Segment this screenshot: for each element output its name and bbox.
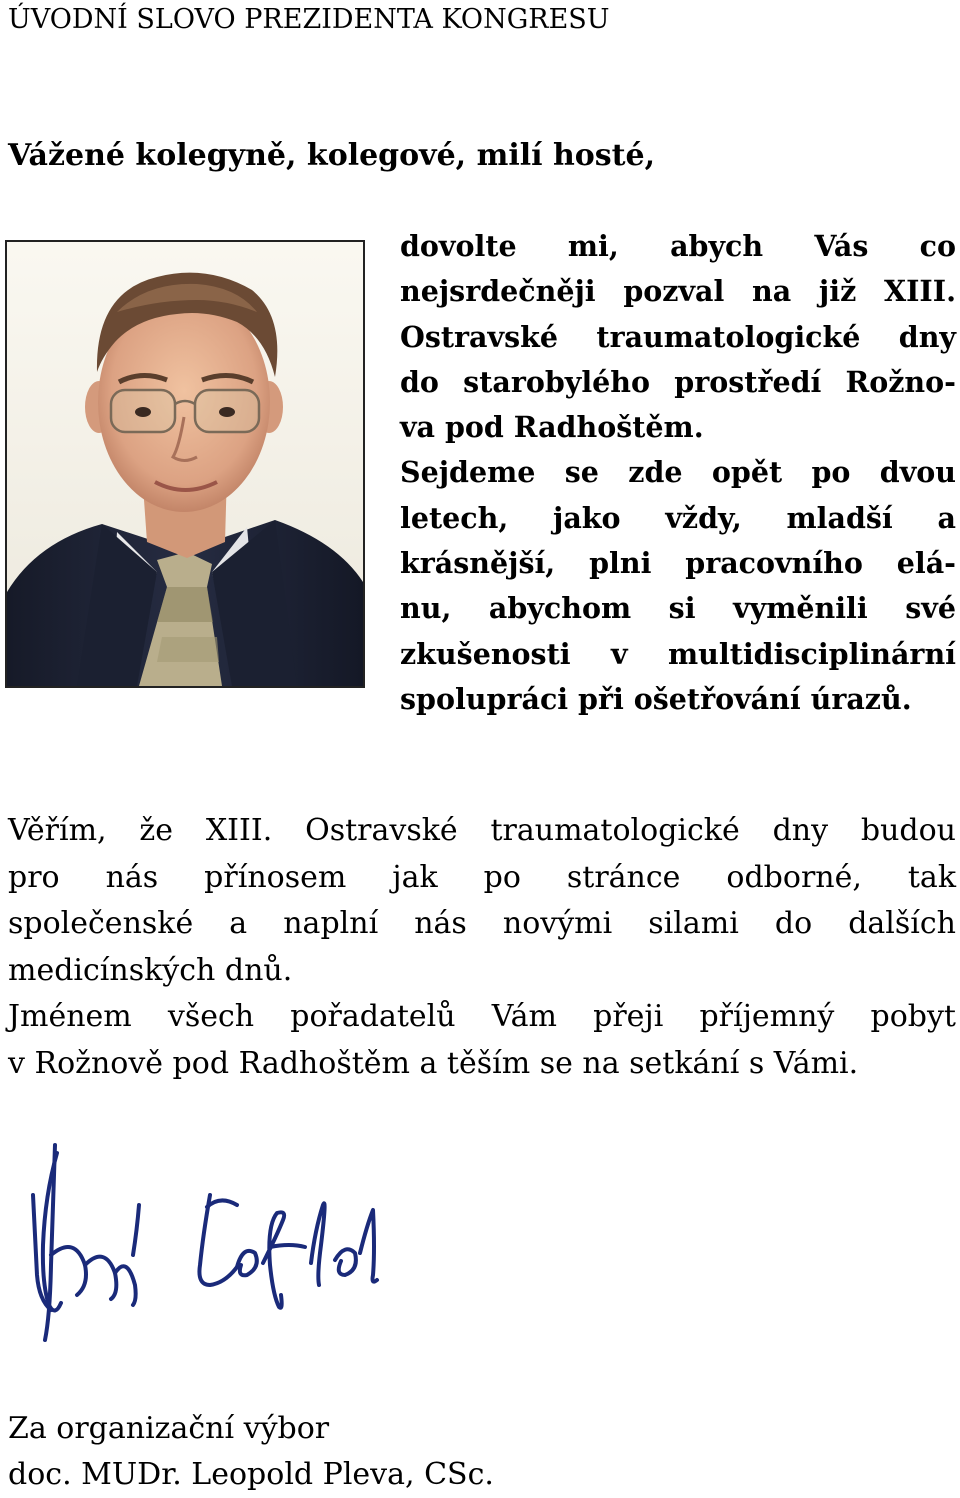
body-line: medicínských dnů. — [8, 952, 293, 988]
intro-line: nejsrdečněji pozval na již XIII. — [400, 274, 956, 309]
signature-text: Leopold — [15, 1135, 19, 1136]
salutation: Vážené kolegyně, kolegové, milí hosté, — [8, 138, 656, 173]
intro-line: krásnější, plni pracovního elá- — [400, 546, 956, 581]
intro-line: va pod Radhoštěm. — [400, 410, 704, 445]
body-line: Věřím, že XIII. Ostravské traumatologické dny budou — [8, 813, 956, 848]
body-paragraph — [8, 808, 956, 1087]
intro-line: zkušenosti v multidisciplinární — [400, 636, 956, 671]
intro-line: dovolte mi, abych Vás co — [400, 229, 956, 263]
committee-label: Za organizační výbor — [8, 1411, 330, 1446]
body-line: pro nás přínosem jak po stránce odborné, tak — [8, 859, 956, 895]
footer-signoff — [8, 1406, 952, 1498]
intro-line: letech, jako vždy, mladší a — [400, 500, 956, 535]
portrait-illustration — [7, 242, 363, 686]
author-name: doc. MUDr. Leopold Pleva, CSc. — [8, 1457, 494, 1492]
intro-line: Ostravské traumatologické dny — [400, 319, 956, 354]
signature-drawing — [15, 1135, 395, 1365]
page-title: ÚVODNÍ SLOVO PREZIDENTA KONGRESU — [8, 4, 610, 35]
body-line: společenské a naplní nás novými silami do dalších — [8, 906, 956, 941]
body-line: Jménem všech pořadatelů Vám přeji příjemný pobyt — [8, 999, 956, 1034]
intro-paragraph — [400, 224, 956, 722]
intro-line: do starobylého prostředí Rožno- — [400, 364, 956, 399]
intro-line: nu, abychom si vyměnili své — [400, 591, 956, 626]
intro-line: spolupráci při ošetřování úrazů. — [400, 681, 912, 716]
portrait-photo — [5, 240, 365, 688]
body-line: v Rožnově pod Radhoštěm a těším se na setkání s Vámi. — [8, 1045, 859, 1081]
intro-line: Sejdeme se zde opět po dvou — [400, 455, 956, 490]
handwritten-signature — [15, 1135, 395, 1365]
